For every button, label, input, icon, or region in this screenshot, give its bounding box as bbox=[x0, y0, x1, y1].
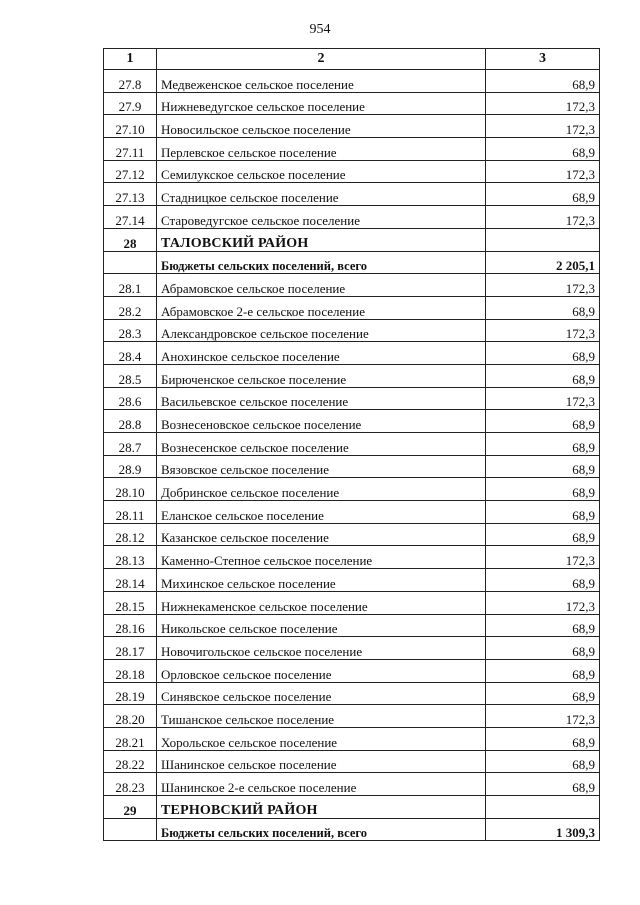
row-number: 28.19 bbox=[104, 682, 157, 705]
table-row bbox=[104, 410, 600, 433]
row-value: 68,9 bbox=[486, 659, 600, 682]
table-row bbox=[104, 478, 600, 501]
table-row bbox=[104, 342, 600, 365]
row-value: 68,9 bbox=[486, 364, 600, 387]
row-name: Вознесенское сельское поселение bbox=[157, 433, 486, 456]
table-row bbox=[104, 727, 600, 750]
row-value: 68,9 bbox=[486, 727, 600, 750]
district-row bbox=[104, 228, 600, 251]
row-number bbox=[104, 818, 157, 841]
row-value: 2 205,1 bbox=[486, 251, 600, 274]
row-name: Синявское сельское поселение bbox=[157, 682, 486, 705]
row-number: 28.16 bbox=[104, 614, 157, 637]
row-value: 68,9 bbox=[486, 501, 600, 524]
table-row bbox=[104, 501, 600, 524]
table-row bbox=[104, 183, 600, 206]
table-row bbox=[104, 659, 600, 682]
row-value: 68,9 bbox=[486, 523, 600, 546]
row-number: 28.8 bbox=[104, 410, 157, 433]
table-row bbox=[104, 455, 600, 478]
row-value: 68,9 bbox=[486, 478, 600, 501]
row-value: 68,9 bbox=[486, 637, 600, 660]
table-row bbox=[104, 115, 600, 138]
page-number: 954 bbox=[309, 22, 331, 37]
row-value: 1 309,3 bbox=[486, 818, 600, 841]
column-header: 2 bbox=[157, 49, 486, 70]
row-number: 28.3 bbox=[104, 319, 157, 342]
row-name: Каменно-Степное сельское поселение bbox=[157, 546, 486, 569]
row-name: Перлевское сельское поселение bbox=[157, 138, 486, 161]
row-value: 68,9 bbox=[486, 70, 600, 93]
row-value: 68,9 bbox=[486, 455, 600, 478]
table-row bbox=[104, 750, 600, 773]
row-value: 172,3 bbox=[486, 705, 600, 728]
table-row bbox=[104, 387, 600, 410]
row-number: 28.23 bbox=[104, 773, 157, 796]
row-name: Нижнекаменское сельское поселение bbox=[157, 591, 486, 614]
table-row bbox=[104, 364, 600, 387]
row-name: Анохинское сельское поселение bbox=[157, 342, 486, 365]
table-row bbox=[104, 637, 600, 660]
column-header: 1 bbox=[104, 49, 157, 70]
table-row bbox=[104, 92, 600, 115]
row-number: 27.10 bbox=[104, 115, 157, 138]
row-value bbox=[486, 796, 600, 819]
row-number: 27.12 bbox=[104, 160, 157, 183]
row-value: 68,9 bbox=[486, 773, 600, 796]
row-number: 28 bbox=[104, 228, 157, 251]
row-name: Бюджеты сельских поселений, всего bbox=[157, 251, 486, 274]
row-name: Вязовское сельское поселение bbox=[157, 455, 486, 478]
row-number: 28.4 bbox=[104, 342, 157, 365]
total-row bbox=[104, 251, 600, 274]
row-value: 68,9 bbox=[486, 433, 600, 456]
row-number: 28.9 bbox=[104, 455, 157, 478]
row-name: Абрамовское 2-е сельское поселение bbox=[157, 296, 486, 319]
row-name: Новочигольское сельское поселение bbox=[157, 637, 486, 660]
table-row bbox=[104, 319, 600, 342]
row-number: 28.15 bbox=[104, 591, 157, 614]
table-row bbox=[104, 614, 600, 637]
row-number: 27.14 bbox=[104, 206, 157, 229]
row-name: Медвеженское сельское поселение bbox=[157, 70, 486, 93]
row-value: 68,9 bbox=[486, 569, 600, 592]
row-value: 172,3 bbox=[486, 546, 600, 569]
row-value: 172,3 bbox=[486, 92, 600, 115]
row-number: 28.1 bbox=[104, 274, 157, 297]
row-name: Новосильское сельское поселение bbox=[157, 115, 486, 138]
row-number: 27.11 bbox=[104, 138, 157, 161]
row-value: 68,9 bbox=[486, 682, 600, 705]
table-row bbox=[104, 160, 600, 183]
row-value: 172,3 bbox=[486, 206, 600, 229]
row-number: 28.14 bbox=[104, 569, 157, 592]
row-name: Нижневедугское сельское поселение bbox=[157, 92, 486, 115]
row-name: Абрамовское сельское поселение bbox=[157, 274, 486, 297]
row-value: 68,9 bbox=[486, 296, 600, 319]
row-number: 28.5 bbox=[104, 364, 157, 387]
total-row bbox=[104, 818, 600, 841]
table-row bbox=[104, 274, 600, 297]
row-name: ТАЛОВСКИЙ РАЙОН bbox=[157, 228, 486, 251]
row-name: Стадницкое сельское поселение bbox=[157, 183, 486, 206]
table-row bbox=[104, 705, 600, 728]
row-name: Васильевское сельское поселение bbox=[157, 387, 486, 410]
row-number: 27.13 bbox=[104, 183, 157, 206]
row-name: Еланское сельское поселение bbox=[157, 501, 486, 524]
row-number: 28.10 bbox=[104, 478, 157, 501]
district-row bbox=[104, 796, 600, 819]
table-row bbox=[104, 773, 600, 796]
row-number: 28.20 bbox=[104, 705, 157, 728]
row-name: Семилукское сельское поселение bbox=[157, 160, 486, 183]
row-name: Тишанское сельское поселение bbox=[157, 705, 486, 728]
table-row bbox=[104, 591, 600, 614]
row-number: 28.12 bbox=[104, 523, 157, 546]
table-row bbox=[104, 569, 600, 592]
row-value: 68,9 bbox=[486, 614, 600, 637]
row-number: 28.13 bbox=[104, 546, 157, 569]
row-name: Шанинское сельское поселение bbox=[157, 750, 486, 773]
row-value: 172,3 bbox=[486, 160, 600, 183]
row-number: 28.7 bbox=[104, 433, 157, 456]
row-number: 27.9 bbox=[104, 92, 157, 115]
row-value: 68,9 bbox=[486, 183, 600, 206]
row-value: 172,3 bbox=[486, 591, 600, 614]
row-value: 68,9 bbox=[486, 750, 600, 773]
row-value: 68,9 bbox=[486, 138, 600, 161]
row-value: 172,3 bbox=[486, 274, 600, 297]
row-name: Орловское сельское поселение bbox=[157, 659, 486, 682]
row-value: 68,9 bbox=[486, 410, 600, 433]
table-row bbox=[104, 523, 600, 546]
row-number: 29 bbox=[104, 796, 157, 819]
table-row bbox=[104, 138, 600, 161]
table-row bbox=[104, 546, 600, 569]
row-number: 27.8 bbox=[104, 70, 157, 93]
table-row bbox=[104, 206, 600, 229]
row-number: 28.21 bbox=[104, 727, 157, 750]
row-name: Хорольское сельское поселение bbox=[157, 727, 486, 750]
row-name: Бюджеты сельских поселений, всего bbox=[157, 818, 486, 841]
row-number: 28.6 bbox=[104, 387, 157, 410]
row-name: Михинское сельское поселение bbox=[157, 569, 486, 592]
table-row bbox=[104, 296, 600, 319]
row-name: Староведугское сельское поселение bbox=[157, 206, 486, 229]
row-name: Александровское сельское поселение bbox=[157, 319, 486, 342]
row-value: 172,3 bbox=[486, 115, 600, 138]
row-name: Бирюченское сельское поселение bbox=[157, 364, 486, 387]
row-name: Никольское сельское поселение bbox=[157, 614, 486, 637]
row-number: 28.22 bbox=[104, 750, 157, 773]
row-number: 28.2 bbox=[104, 296, 157, 319]
table-row bbox=[104, 433, 600, 456]
row-value: 172,3 bbox=[486, 387, 600, 410]
row-name: Казанское сельское поселение bbox=[157, 523, 486, 546]
row-name: ТЕРНОВСКИЙ РАЙОН bbox=[157, 796, 486, 819]
row-name: Шанинское 2-е сельское поселение bbox=[157, 773, 486, 796]
row-value: 68,9 bbox=[486, 342, 600, 365]
table-row bbox=[104, 682, 600, 705]
table-header-row bbox=[104, 49, 600, 70]
row-value bbox=[486, 228, 600, 251]
row-value: 172,3 bbox=[486, 319, 600, 342]
row-number: 28.18 bbox=[104, 659, 157, 682]
row-name: Добринское сельское поселение bbox=[157, 478, 486, 501]
budget-table bbox=[103, 48, 600, 841]
column-header: 3 bbox=[486, 49, 600, 70]
row-number bbox=[104, 251, 157, 274]
table-row bbox=[104, 70, 600, 93]
row-number: 28.17 bbox=[104, 637, 157, 660]
row-number: 28.11 bbox=[104, 501, 157, 524]
row-name: Вознесеновское сельское поселение bbox=[157, 410, 486, 433]
